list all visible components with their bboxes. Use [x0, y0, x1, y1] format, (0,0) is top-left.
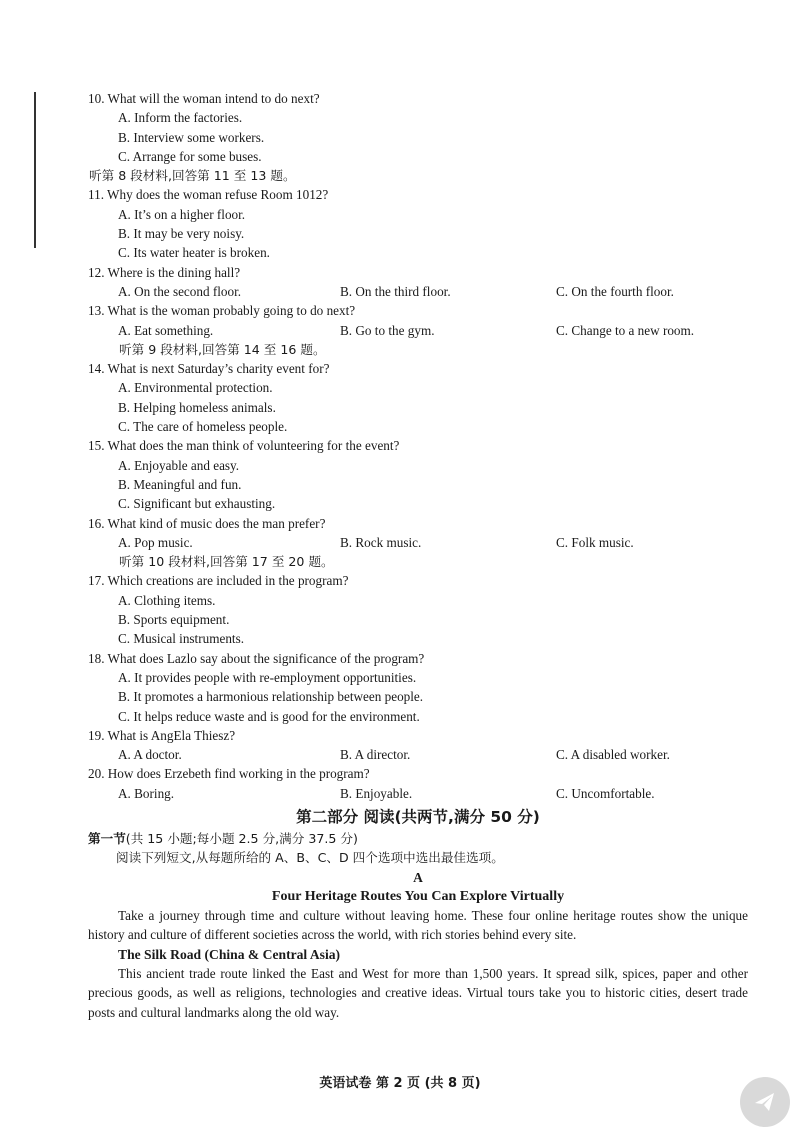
passage-subhead: The Silk Road (China & Central Asia) [118, 946, 341, 962]
answer-option: C. Folk music. [556, 534, 634, 550]
passage-paragraph [88, 964, 748, 1022]
question-stem: 12. Where is the dining hall? [88, 264, 241, 280]
answer-option: A. It’s on a higher floor. [118, 206, 246, 222]
passage-intro [88, 906, 748, 945]
page-footer: 英语试卷 第 2 页 (共 8 页) [319, 1076, 481, 1091]
answer-option: B. Enjoyable. [340, 785, 413, 801]
answer-option: B. Go to the gym. [340, 322, 435, 338]
answer-option: A. Inform the factories. [118, 110, 243, 126]
answer-option: C. The care of homeless people. [118, 419, 288, 435]
audio-section-instruction: 听第 8 段材料,回答第 11 至 13 题。 [89, 168, 296, 184]
paper-plane-icon [752, 1089, 778, 1115]
answer-option: C. Change to a new room. [556, 322, 695, 338]
answer-option: A. Enjoyable and easy. [118, 457, 240, 473]
audio-section-instruction: 听第 9 段材料,回答第 14 至 16 题。 [119, 341, 326, 357]
answer-option: B. Rock music. [340, 534, 422, 550]
answer-option: B. A director. [340, 747, 411, 763]
question-list [88, 89, 748, 803]
answer-option: B. It promotes a harmonious relationship between people. [118, 689, 424, 705]
question-stem: 10. What will the woman intend to do next? [88, 91, 320, 106]
answer-option: A. Pop music. [118, 534, 193, 550]
answer-option: C. A disabled worker. [556, 747, 670, 763]
question-stem: 19. What is AngEla Thiesz? [88, 727, 236, 743]
passage-letter: A [413, 869, 423, 885]
answer-option: B. Meaningful and fun. [118, 476, 242, 492]
question-stem: 14. What is next Saturday’s charity event for? [88, 361, 330, 377]
section-one-label: 第一节 [88, 830, 126, 846]
margin-line [34, 92, 36, 248]
option-row [88, 321, 748, 340]
question-stem: 17. Which creations are included in the program? [88, 573, 349, 589]
section-one-header [88, 829, 748, 848]
question-stem: 11. Why does the woman refuse Room 1012? [88, 187, 329, 203]
answer-option: C. On the fourth floor. [556, 283, 674, 299]
answer-option: A. Boring. [118, 785, 175, 801]
audio-section-instruction: 听第 10 段材料,回答第 17 至 20 题。 [119, 554, 334, 570]
option-row [88, 282, 748, 301]
answer-option: C. Significant but exhausting. [118, 496, 276, 512]
question-stem: 13. What is the woman probably going to do next? [88, 303, 356, 319]
answer-option: A. A doctor. [118, 747, 182, 763]
option-row [88, 784, 748, 803]
answer-option: A. On the second floor. [118, 283, 242, 299]
answer-option: B. It may be very noisy. [118, 226, 245, 242]
question-stem: 16. What kind of music does the man prefer? [88, 515, 326, 531]
answer-option: C. Musical instruments. [118, 631, 245, 647]
answer-option: A. It provides people with re-employment opportunities. [118, 669, 417, 685]
answer-option: B. Sports equipment. [118, 612, 230, 628]
answer-option: B. On the third floor. [340, 283, 451, 299]
section-one-scoring: (共 15 小题;每小题 2.5 分,满分 37.5 分) [125, 830, 358, 846]
reading-instruction: 阅读下列短文,从每题所给的 A、B、C、D 四个选项中选出最佳选项。 [116, 850, 504, 866]
floating-action-badge[interactable] [740, 1077, 790, 1127]
passage-title: Four Heritage Routes You Can Explore Virtually [271, 888, 565, 904]
answer-option: A. Clothing items. [118, 592, 216, 608]
question-stem: 15. What does the man think of volunteering for the event? [88, 438, 400, 454]
answer-option: C. Arrange for some buses. [118, 148, 262, 164]
answer-option: C. Uncomfortable. [556, 785, 655, 801]
passage-intro-text: Take a journey through time and culture without leaving home. These four online heritage routes show the unique history and culture of different societies across the world, with rich stories behind every site. [88, 908, 748, 943]
answer-option: C. It helps reduce waste and is good for the environment. [118, 708, 420, 724]
answer-option: C. Its water heater is broken. [118, 245, 270, 261]
answer-option: B. Interview some workers. [118, 129, 265, 145]
question-stem: 18. What does Lazlo say about the significance of the program? [88, 650, 425, 666]
answer-option: A. Eat something. [118, 322, 214, 338]
part-two-title: 第二部分 阅读(共两节,满分 50 分) [296, 807, 540, 826]
answer-option: A. Environmental protection. [118, 380, 273, 396]
option-row [88, 533, 748, 552]
option-row [88, 745, 748, 764]
question-stem: 20. How does Erzebeth find working in the program? [88, 766, 370, 782]
exam-content [88, 89, 748, 1022]
answer-option: B. Helping homeless animals. [118, 399, 276, 415]
passage-paragraph-text: This ancient trade route linked the East and West for more than 1,500 years. It spread silk, spices, paper and other precious goods, as well as religions, technologies and creative ideas. Virtual tours take you to historic cities, desert trade posts and cultural landmarks along the old way. [88, 966, 748, 1020]
